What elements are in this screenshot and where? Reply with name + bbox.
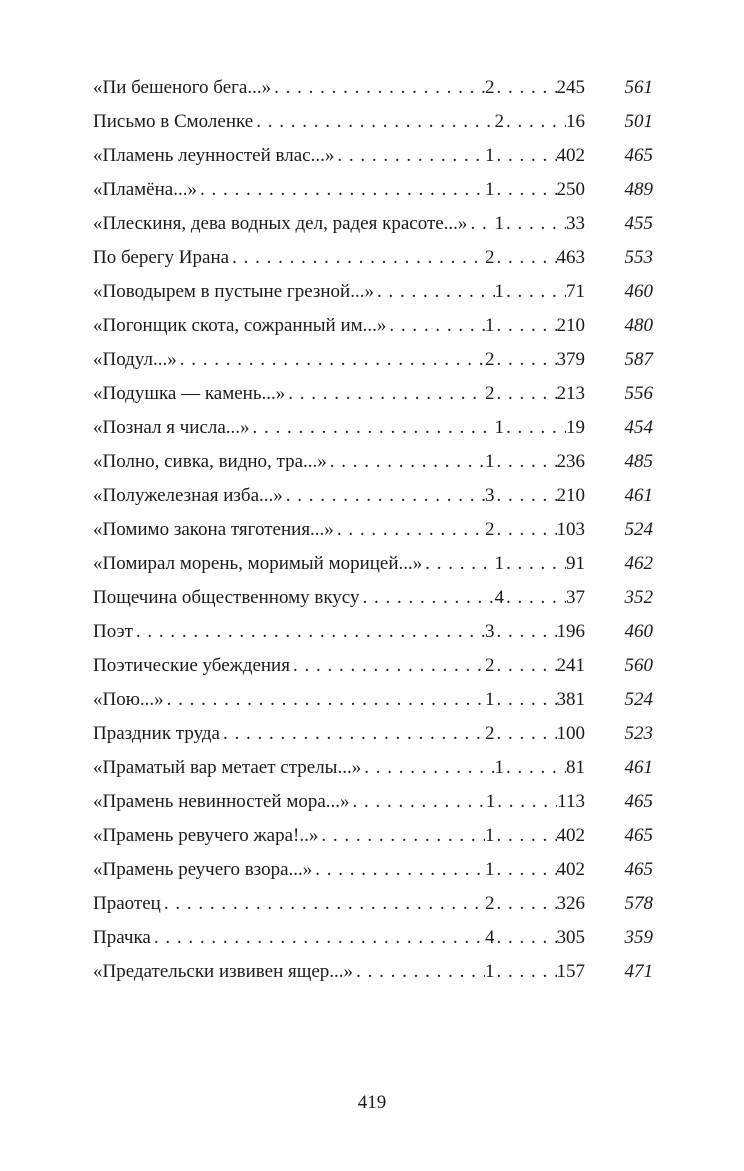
entry-volume-page: 241 <box>556 655 585 676</box>
entry-commentary-page: 524 <box>624 689 653 710</box>
entry-volume: 4 <box>494 587 504 608</box>
leader-dots <box>359 581 494 615</box>
entry-commentary-page: 485 <box>624 451 653 472</box>
leader-dots-short <box>495 649 557 683</box>
leader-dots <box>361 751 494 785</box>
entry-volume: 1 <box>485 791 496 812</box>
entry-volume: 1 <box>494 213 504 234</box>
entry-title: «Подушка — камень...» <box>93 383 286 404</box>
leader-dots-short <box>495 445 557 479</box>
entry-title: «Погонщик скота, сожранный им...» <box>93 315 387 336</box>
entry-commentary-page: 480 <box>624 315 653 336</box>
entry-commentary-page: 359 <box>624 927 653 948</box>
entry-volume: 1 <box>485 689 495 710</box>
leader-dots <box>285 377 485 411</box>
entry-volume-page: 381 <box>556 689 585 710</box>
entry-volume: 2 <box>485 383 495 404</box>
leader-dots-short <box>504 411 566 445</box>
entry-volume: 2 <box>485 77 495 98</box>
leader-dots-short <box>495 853 557 887</box>
entry-volume-page: 402 <box>556 859 585 880</box>
entry-volume-page: 463 <box>556 247 585 268</box>
leader-dots-short <box>504 547 566 581</box>
entry-commentary-page: 501 <box>624 111 653 132</box>
entry-title: «Подул...» <box>93 349 177 370</box>
entry-main <box>93 921 585 955</box>
entry-volume-page: 113 <box>557 791 585 812</box>
entry-title: Праздник труда <box>93 723 220 744</box>
leader-dots <box>253 105 494 139</box>
leader-dots <box>229 241 485 275</box>
index-entry <box>93 955 653 989</box>
leader-dots-short <box>504 581 566 615</box>
entry-main <box>93 71 585 105</box>
entry-main <box>93 343 585 377</box>
leader-dots-short <box>495 173 557 207</box>
entry-volume: 2 <box>485 893 495 914</box>
leader-dots-short <box>495 343 557 377</box>
leader-dots-short <box>495 479 557 513</box>
entry-main <box>93 479 585 513</box>
entry-title: «Прамень ревучего жара!..» <box>93 825 319 846</box>
entry-commentary-page: 454 <box>624 417 653 438</box>
entry-commentary-page: 465 <box>624 791 653 812</box>
entry-title: «Полужелезная изба...» <box>93 485 283 506</box>
entry-commentary-page: 560 <box>624 655 653 676</box>
leader-dots <box>386 309 485 343</box>
entry-title: «Пламень леунностей влас...» <box>93 145 335 166</box>
entry-title: Прачка <box>93 927 151 948</box>
entry-main <box>93 445 585 479</box>
entry-main <box>93 887 585 921</box>
leader-dots <box>220 717 485 751</box>
leader-dots <box>197 173 485 207</box>
entry-volume-page: 91 <box>566 553 585 574</box>
leader-dots <box>271 71 485 105</box>
entry-title: «Плескиня, дева водных дел, радея красоте...» <box>93 213 468 234</box>
index-entry <box>93 411 653 445</box>
entry-commentary-page: 455 <box>624 213 653 234</box>
index-entry <box>93 887 653 921</box>
entry-title: «Прамень невинностей мора...» <box>93 791 350 812</box>
entry-volume: 1 <box>485 961 495 982</box>
index-entry <box>93 343 653 377</box>
entry-main <box>93 275 585 309</box>
entry-commentary-page: 461 <box>624 485 653 506</box>
entry-volume-page: 210 <box>556 485 585 506</box>
index-entry <box>93 581 653 615</box>
entry-main <box>93 819 585 853</box>
leader-dots-short <box>495 819 557 853</box>
entry-volume-page: 210 <box>556 315 585 336</box>
entry-volume: 1 <box>494 757 504 778</box>
leader-dots <box>250 411 495 445</box>
entry-volume-page: 71 <box>566 281 585 302</box>
entry-title: «Пламёна...» <box>93 179 197 200</box>
entry-commentary-page: 556 <box>624 383 653 404</box>
entry-main <box>93 411 585 445</box>
leader-dots-short <box>495 955 557 989</box>
entry-title: Поэтические убеждения <box>93 655 290 676</box>
index-entry <box>93 139 653 173</box>
entry-title: Пощечина общественному вкусу <box>93 587 360 608</box>
index-entry <box>93 615 653 649</box>
leader-dots <box>177 343 485 377</box>
entry-title: Поэт <box>93 621 133 642</box>
entry-main <box>93 615 585 649</box>
leader-dots <box>161 887 485 921</box>
entry-volume-page: 305 <box>556 927 585 948</box>
entry-volume-page: 37 <box>566 587 585 608</box>
entry-volume: 1 <box>485 145 495 166</box>
index-list <box>93 71 653 989</box>
leader-dots <box>353 955 485 989</box>
entry-title: Праотец <box>93 893 161 914</box>
entry-title: «Прамень реучего взора...» <box>93 859 313 880</box>
entry-volume-page: 250 <box>556 179 585 200</box>
entry-main <box>93 513 585 547</box>
entry-title: «Помирал морень, моримый морицей...» <box>93 553 423 574</box>
entry-commentary-page: 465 <box>624 859 653 880</box>
index-entry <box>93 207 653 241</box>
entry-volume: 1 <box>485 451 495 472</box>
leader-dots <box>327 445 485 479</box>
entry-title: «Полно, сивка, видно, тра...» <box>93 451 327 472</box>
entry-title: По берегу Ирана <box>93 247 230 268</box>
entry-volume-page: 379 <box>556 349 585 370</box>
leader-dots-short <box>495 921 557 955</box>
entry-volume-page: 196 <box>556 621 585 642</box>
leader-dots-short <box>495 683 557 717</box>
entry-main <box>93 717 585 751</box>
entry-commentary-page: 462 <box>624 553 653 574</box>
leader-dots-short <box>504 207 566 241</box>
index-entry <box>93 819 653 853</box>
leader-dots-short <box>495 615 557 649</box>
leader-dots <box>283 479 485 513</box>
leader-dots <box>350 785 486 819</box>
entry-title: «Поводырем в пустыне грезной...» <box>93 281 374 302</box>
leader-dots-short <box>495 309 557 343</box>
entry-main <box>93 751 585 785</box>
leader-dots <box>334 513 485 547</box>
entry-volume-page: 213 <box>556 383 585 404</box>
leader-dots-short <box>495 717 557 751</box>
entry-title: «Предательски извивен ящер...» <box>93 961 354 982</box>
entry-main <box>93 547 585 581</box>
entry-volume-page: 402 <box>556 145 585 166</box>
entry-volume-page: 326 <box>556 893 585 914</box>
entry-volume: 3 <box>485 621 495 642</box>
leader-dots-short <box>504 105 566 139</box>
entry-volume-page: 157 <box>556 961 585 982</box>
entry-volume-page: 81 <box>566 757 585 778</box>
entry-volume-page: 19 <box>566 417 585 438</box>
entry-volume: 3 <box>485 485 495 506</box>
leader-dots <box>151 921 485 955</box>
leader-dots <box>312 853 485 887</box>
entry-volume: 2 <box>485 349 495 370</box>
leader-dots-short <box>504 275 566 309</box>
entry-commentary-page: 524 <box>624 519 653 540</box>
entry-main <box>93 309 585 343</box>
entry-volume: 1 <box>485 179 495 200</box>
entry-commentary-page: 578 <box>624 893 653 914</box>
entry-main <box>93 649 585 683</box>
entry-title: «Пи бешеного бега...» <box>93 77 272 98</box>
entry-main <box>93 955 585 989</box>
index-entry <box>93 717 653 751</box>
index-entry <box>93 513 653 547</box>
entry-volume-page: 245 <box>556 77 585 98</box>
leader-dots-short <box>495 71 557 105</box>
entry-commentary-page: 553 <box>624 247 653 268</box>
entry-volume: 2 <box>485 723 495 744</box>
entry-main <box>93 683 585 717</box>
index-entry <box>93 71 653 105</box>
leader-dots-short <box>495 377 557 411</box>
entry-main <box>93 853 585 887</box>
entry-volume: 1 <box>494 553 504 574</box>
entry-title: «Познал я числа...» <box>93 417 250 438</box>
leader-dots <box>422 547 494 581</box>
entry-commentary-page: 465 <box>624 825 653 846</box>
entry-title: «Помимо закона тяготения...» <box>93 519 334 540</box>
index-entry <box>93 853 653 887</box>
entry-main <box>93 785 585 819</box>
entry-commentary-page: 561 <box>624 77 653 98</box>
entry-main <box>93 105 585 139</box>
leader-dots-short <box>504 751 566 785</box>
entry-volume-page: 100 <box>556 723 585 744</box>
leader-dots <box>467 207 494 241</box>
leader-dots <box>318 819 485 853</box>
index-entry <box>93 275 653 309</box>
leader-dots <box>290 649 485 683</box>
entry-main <box>93 139 585 173</box>
entry-volume-page: 103 <box>556 519 585 540</box>
entry-volume-page: 33 <box>566 213 585 234</box>
entry-commentary-page: 465 <box>624 145 653 166</box>
entry-volume: 2 <box>485 247 495 268</box>
leader-dots-short <box>495 887 557 921</box>
entry-volume: 2 <box>485 519 495 540</box>
leader-dots <box>334 139 485 173</box>
index-entry <box>93 479 653 513</box>
entry-volume: 1 <box>494 281 504 302</box>
index-entry <box>93 921 653 955</box>
entry-commentary-page: 489 <box>624 179 653 200</box>
entry-volume: 2 <box>494 111 504 132</box>
index-entry <box>93 649 653 683</box>
leader-dots-short <box>495 513 557 547</box>
index-entry <box>93 377 653 411</box>
entry-commentary-page: 587 <box>624 349 653 370</box>
entry-commentary-page: 471 <box>624 961 653 982</box>
index-entry <box>93 309 653 343</box>
leader-dots <box>164 683 485 717</box>
entry-main <box>93 173 585 207</box>
index-entry <box>93 173 653 207</box>
entry-commentary-page: 460 <box>624 281 653 302</box>
page-number: 419 <box>357 1092 387 1113</box>
entry-volume-page: 236 <box>556 451 585 472</box>
entry-volume: 1 <box>485 825 495 846</box>
entry-commentary-page: 460 <box>624 621 653 642</box>
entry-commentary-page: 523 <box>624 723 653 744</box>
index-entry <box>93 683 653 717</box>
leader-dots-short <box>495 785 557 819</box>
entry-volume: 1 <box>494 417 504 438</box>
entry-commentary-page: 352 <box>624 587 653 608</box>
index-entry <box>93 445 653 479</box>
entry-volume-page: 16 <box>566 111 585 132</box>
entry-volume-page: 402 <box>556 825 585 846</box>
leader-dots <box>374 275 495 309</box>
index-entry <box>93 241 653 275</box>
entry-volume: 1 <box>485 315 495 336</box>
index-entry <box>93 547 653 581</box>
entry-main <box>93 377 585 411</box>
entry-volume: 2 <box>485 655 495 676</box>
entry-commentary-page: 461 <box>624 757 653 778</box>
entry-main <box>93 241 585 275</box>
index-entry <box>93 105 653 139</box>
entry-title: «Пою...» <box>93 689 164 710</box>
leader-dots <box>133 615 485 649</box>
entry-main <box>93 581 585 615</box>
entry-main <box>93 207 585 241</box>
entry-title: «Праматый вар метает стрелы...» <box>93 757 362 778</box>
index-entry <box>93 751 653 785</box>
entry-volume: 1 <box>485 859 495 880</box>
leader-dots-short <box>495 241 557 275</box>
entry-title: Письмо в Смоленке <box>93 111 254 132</box>
entry-volume: 4 <box>485 927 495 948</box>
leader-dots-short <box>495 139 557 173</box>
index-entry <box>93 785 653 819</box>
